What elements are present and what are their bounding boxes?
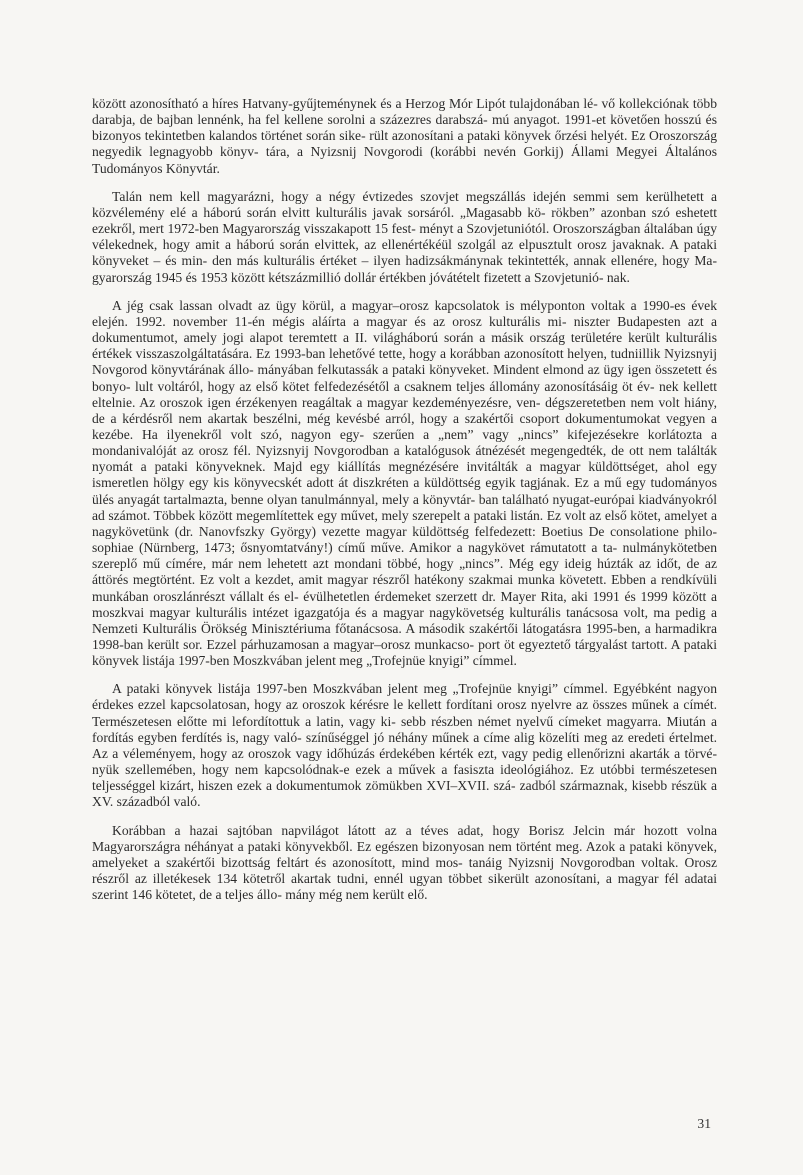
document-page bbox=[92, 96, 717, 915]
paragraph-4: A pataki könyvek listája 1997-ben Moszkvában jelent meg „Trofejnüe knyigi” címmel. Egyébként nagyon érdekes ezzel kapcsolatosan, hogy az oroszok kérésre le kellett fordítani orosz nyelvre az összes műnek a címét. Természetesen előtte mi lefordítottuk a latin, vagy ki- sebb részben német nyelvű címeket magyarra. Miután a fordítás egyben ferdítés is, nagy való- színűséggel jó néhány műnek a címe alig közelíti meg az eredeti értelmet. Az a véleményem, hogy az oroszok vagy időhúzás érdekében kérték ezt, vagy pedig ellenőrizni akarták a törvé- nyük szellemében, hogy nem kapcsolódnak-e ezek a művek a fasiszta ideológiához. Ez utóbbi természetesen teljességgel kizárt, hiszen ezek a dokumentumok zömükben XVI–XVII. szá- zadból származnak, kisebb részük a XV. századból való. bbox=[92, 681, 717, 810]
paragraph-1: között azonosítható a híres Hatvany-gyűjteménynek és a Herzog Mór Lipót tulajdonában lé- vő kollekciónak több darabja, de bajban lennénk, ha fel kellene sorolni a százezres darabszá- mú anyagot. 1991-et követően hosszú és bizonyos tekintetben kalandos történet során sike- rült azonosítani a pataki könyvek őrzési helyét. Ez Oroszország negyedik legnagyobb könyv- tára, a Nyizsnij Novgorodi (korábbi nevén Gorkij) Állami Megyei Általános Tudományos Könyvtár. bbox=[92, 96, 717, 176]
paragraph-5: Korábban a hazai sajtóban napvilágot látott az a téves adat, hogy Borisz Jelcin már hozott volna Magyarországra néhányat a pataki könyvekből. Ez egészen bizonyosan nem történt meg. Azok a pataki könyvek, amelyeket a szakértői bizottság feltárt és azonosított, mind mos- tanáig Nyizsnij Novgorodban voltak. Orosz részről az illetékesek 134 kötetről akartak tudni, ennél ugyan többet sikerült azonosítani, a magyar fél adatai szerint 146 kötetet, de a teljes állo- mány még nem került elő. bbox=[92, 822, 717, 903]
page-number: 31 bbox=[697, 1116, 711, 1131]
paragraph-2: Talán nem kell magyarázni, hogy a négy évtizedes szovjet megszállás idején semmi sem kerülhetett a közvélemény elé a háború során elvitt kulturális javak sorsáról. „Magasabb kö- rökben” azonban szó eshetett ezekről, mert 1972-ben Magyarország visszakapott 15 fest- ményt a Szovjetuniótól. Oroszországban általában úgy vélekednek, hogy amit a háború során elvittek, az ellenértékéül szolgál az elpusztult orosz javaknak. A pataki könyveket – és min- den más kulturális értéket – ilyen hadizsákmánynak tekintették, annak ellenére, hogy Ma- gyarország 1945 és 1953 között kétszázmillió dollár értékben jóvátételt fizetett a Szovjetunió- nak. bbox=[92, 188, 717, 285]
paragraph-3: A jég csak lassan olvadt az ügy körül, a magyar–orosz kapcsolatok is mélyponton voltak a 1990-es évek elején. 1992. november 11-én mégis aláírta a magyar és az orosz kulturális mi- niszter Budapesten azt a dokumentumot, amely jogi alapot teremtett a II. világháború során a másik ország területére került kulturális értékek visszaszolgáltatására. Ez 1993-ban lehetővé tette, hogy a korábban azonosított helyen, tudniillik Nyizsnyij Novgorod könyvtárának állo- mányában felkutassák a pataki könyveket. Mindent elmond az ügy igen összetett és bonyo- lult voltáról, hogy az első kötet felfedezésétől a csaknem teljes állomány azonosításáig öt év- nek kellett eltelnie. Az oroszok igen érzékenyen reagáltak a magyar kezdeményezésre, ven- dégszeretetben nem volt hiány, de a kérdésről nem akartak beszélni, még kevésbé arról, hogy a szakértői csoport dokumentumokat vegyen a kezébe. Ha ilyenekről volt szó, nagyon egy- szerűen a „nem” vagy „nincs” kifejezésekre korlátozta a mondanivalóját az orosz fél. Nyizsnyij Novgorodban a katalógusok átnézését megengedték, de ott nem találták nyomát a pataki könyveknek. Majd egy kiállítás megnézésére invitálták a magyar küldöttséget, ahol egy ismeretlen hölgy egy kis könyvecskét adott át diszkréten a küldöttség egyik tagjának. Ez a mű egy tudományos ülés anyagát tartalmazta, benne olyan tanulmánnyal, mely a könyvtár- ban található nyugat-európai kiadványokról ad számot. Többek között megemlítettek egy művet, mely szerepelt a pataki listán. Ez volt az első kötet, amelyet a nagykövetünk (dr. Nanovfszky György) vezette magyar küldöttség felfedezett: Boetius De consolatione philo- sophiae (Nürnberg, 1473; ősnyomtatvány!) című műve. Amikor a nagykövet rámutatott a ta- nulmánykötetben szereplő mű címére, már nem lehetett azt mondani többé, hogy „nincs”. Még egy ideig húzták az időt, de az áttörés megtörtént. Ez volt a kezdet, amit magyar részről hatékony szakmai munka követett. Ebben a rendkívüli munkában oroszlánrészt vállalt és el- évülhetetlen érdemeket szerzett dr. Mayer Rita, aki 1991 és 1999 között a moszkvai magyar kulturális intézet igazgatója és a magyar nagykövetség kulturális tanácsosa volt, ma pedig a Nemzeti Kulturális Örökség Minisztériuma főtanácsosa. A második szakértői látogatásra 1995-ben, a harmadikra 1998-ban került sor. Ezzel párhuzamosan a magyar–orosz munkacso- port öt egyeztető tárgyalást tartott. A pataki könyvek listája 1997-ben Moszkvában jelent meg „Trofejnüe knyigi” címmel. bbox=[92, 297, 717, 669]
